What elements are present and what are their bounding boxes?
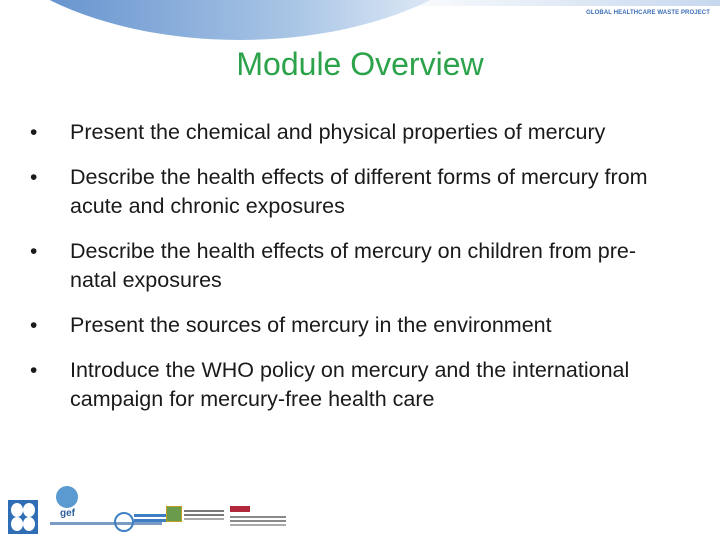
bullet-item: • Present the chemical and physical properties of mercury <box>30 118 680 147</box>
who-emblem-icon <box>114 512 134 532</box>
bullet-list <box>30 118 680 414</box>
globe-icon <box>56 486 78 508</box>
who-logo <box>114 512 174 532</box>
bullet-item: • Introduce the WHO policy on mercury and the international campaign for mercury-free health care <box>30 356 680 414</box>
undp-logo <box>8 500 38 534</box>
hcwh-logo <box>166 506 226 532</box>
bullet-item: • Describe the health effects of different forms of mercury from acute and chronic exposures <box>30 163 680 221</box>
project-label: GLOBAL HEALTHCARE WASTE PROJECT <box>586 10 710 16</box>
gef-logo <box>50 484 110 534</box>
bullet-item: • Describe the health effects of mercury on children from pre-natal exposures <box>30 237 680 295</box>
header-decoration-bar <box>380 0 720 6</box>
footer-logos <box>0 484 720 540</box>
slide-title: Module Overview <box>236 46 484 82</box>
header-decoration-curve <box>0 0 520 40</box>
unc-logo <box>230 506 288 530</box>
gef-text: gef <box>60 508 75 519</box>
bullet-item: • Present the sources of mercury in the environment <box>30 311 680 340</box>
